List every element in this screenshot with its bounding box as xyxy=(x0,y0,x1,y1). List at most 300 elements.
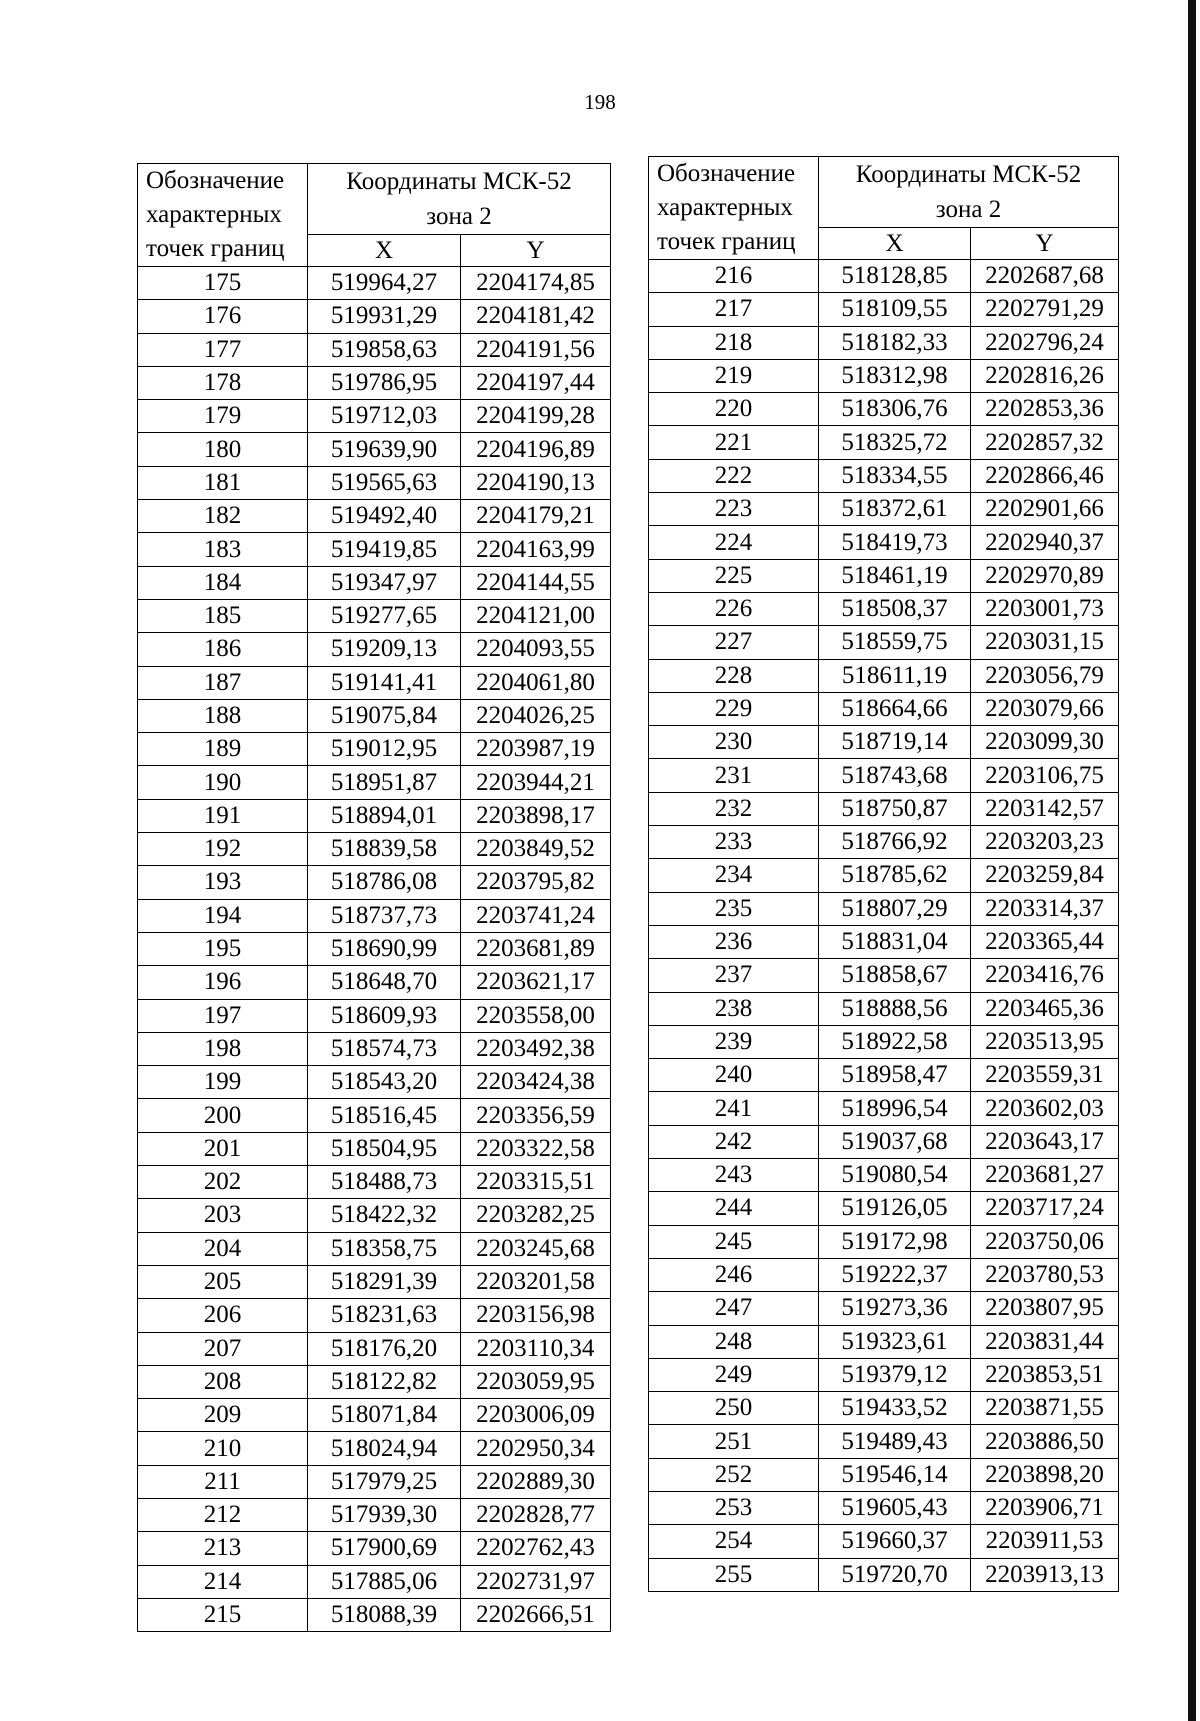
y-coordinate-cell: 2203898,20 xyxy=(971,1458,1119,1491)
y-coordinate-cell: 2203001,73 xyxy=(971,592,1119,625)
x-coordinate-cell: 519489,43 xyxy=(819,1425,971,1458)
y-coordinate-cell: 2203006,09 xyxy=(461,1399,611,1432)
table-row xyxy=(649,1125,1119,1158)
table-row xyxy=(138,699,611,732)
point-id-cell: 254 xyxy=(649,1525,819,1558)
point-id-cell: 198 xyxy=(138,1032,308,1065)
x-coordinate-cell: 518422,32 xyxy=(308,1199,461,1232)
table-row xyxy=(649,1358,1119,1391)
table-row xyxy=(138,899,611,932)
table-row xyxy=(138,666,611,699)
table-row xyxy=(138,400,611,433)
x-coordinate-cell: 519172,98 xyxy=(819,1225,971,1258)
x-coordinate-cell: 518648,70 xyxy=(308,966,461,999)
x-coordinate-cell: 518737,73 xyxy=(308,899,461,932)
table-row xyxy=(649,726,1119,759)
y-coordinate-cell: 2203558,00 xyxy=(461,999,611,1032)
zone-label: зона 2 xyxy=(308,199,611,235)
designation-line-3: точек границ xyxy=(657,228,796,255)
x-coordinate-cell: 519605,43 xyxy=(819,1491,971,1524)
x-coordinate-cell: 519323,61 xyxy=(819,1325,971,1358)
point-id-cell: 186 xyxy=(138,633,308,666)
page-number: 198 xyxy=(584,90,616,114)
table-row xyxy=(649,559,1119,592)
point-id-cell: 207 xyxy=(138,1332,308,1365)
point-id-cell: 238 xyxy=(649,992,819,1025)
table-row xyxy=(649,659,1119,692)
point-id-cell: 220 xyxy=(649,393,819,426)
table-row xyxy=(138,1132,611,1165)
table-row xyxy=(649,1092,1119,1125)
y-coordinate-cell: 2203356,59 xyxy=(461,1099,611,1132)
y-coordinate-cell: 2203795,82 xyxy=(461,866,611,899)
point-id-cell: 201 xyxy=(138,1132,308,1165)
table-row xyxy=(649,260,1119,293)
y-coordinate-cell: 2203099,30 xyxy=(971,726,1119,759)
y-coordinate-cell: 2203681,27 xyxy=(971,1159,1119,1192)
point-id-cell: 249 xyxy=(649,1358,819,1391)
point-id-cell: 203 xyxy=(138,1199,308,1232)
table-row xyxy=(649,1558,1119,1591)
table-row xyxy=(649,359,1119,392)
point-id-cell: 209 xyxy=(138,1399,308,1432)
y-coordinate-cell: 2203106,75 xyxy=(971,759,1119,792)
x-coordinate-cell: 518785,62 xyxy=(819,859,971,892)
y-coordinate-cell: 2203079,66 xyxy=(971,692,1119,725)
table-row xyxy=(138,1565,611,1598)
point-id-cell: 215 xyxy=(138,1598,308,1631)
y-coordinate-cell: 2204144,55 xyxy=(461,566,611,599)
point-id-cell: 176 xyxy=(138,300,308,333)
zone-label: зона 2 xyxy=(819,192,1119,228)
x-coordinate-cell: 518358,75 xyxy=(308,1232,461,1265)
y-coordinate-cell: 2202950,34 xyxy=(461,1432,611,1465)
y-coordinate-cell: 2203621,17 xyxy=(461,966,611,999)
table-row xyxy=(138,833,611,866)
x-coordinate-cell: 517939,30 xyxy=(308,1498,461,1531)
y-coordinate-cell: 2203245,68 xyxy=(461,1232,611,1265)
point-id-cell: 222 xyxy=(649,459,819,492)
table-row xyxy=(649,792,1119,825)
x-coordinate-cell: 518922,58 xyxy=(819,1025,971,1058)
y-coordinate-cell: 2203282,25 xyxy=(461,1199,611,1232)
point-id-cell: 250 xyxy=(649,1392,819,1425)
x-coordinate-cell: 518858,67 xyxy=(819,959,971,992)
point-id-cell: 246 xyxy=(649,1258,819,1291)
y-coordinate-cell: 2204197,44 xyxy=(461,366,611,399)
y-coordinate-cell: 2203365,44 xyxy=(971,925,1119,958)
table-row xyxy=(138,1066,611,1099)
x-coordinate-cell: 518334,55 xyxy=(819,459,971,492)
y-coordinate-cell: 2203156,98 xyxy=(461,1299,611,1332)
x-coordinate-cell: 518128,85 xyxy=(819,260,971,293)
y-coordinate-cell: 2203492,38 xyxy=(461,1032,611,1065)
table-row xyxy=(138,1299,611,1332)
table-row xyxy=(649,692,1119,725)
point-id-cell: 243 xyxy=(649,1159,819,1192)
y-coordinate-cell: 2202889,30 xyxy=(461,1465,611,1498)
x-coordinate-cell: 519492,40 xyxy=(308,500,461,533)
y-coordinate-cell: 2203681,89 xyxy=(461,932,611,965)
table-row xyxy=(649,326,1119,359)
x-column-header: X xyxy=(819,228,971,260)
y-coordinate-cell: 2204196,89 xyxy=(461,433,611,466)
point-id-cell: 191 xyxy=(138,799,308,832)
x-coordinate-cell: 518088,39 xyxy=(308,1598,461,1631)
point-id-cell: 204 xyxy=(138,1232,308,1265)
point-id-cell: 247 xyxy=(649,1292,819,1325)
x-coordinate-cell: 519565,63 xyxy=(308,466,461,499)
y-coordinate-cell: 2203853,51 xyxy=(971,1358,1119,1391)
table-row xyxy=(649,626,1119,659)
table-row xyxy=(138,1598,611,1631)
point-id-cell: 218 xyxy=(649,326,819,359)
y-coordinate-cell: 2204181,42 xyxy=(461,300,611,333)
x-coordinate-cell: 518543,20 xyxy=(308,1066,461,1099)
y-coordinate-cell: 2203142,57 xyxy=(971,792,1119,825)
y-coordinate-cell: 2203717,24 xyxy=(971,1192,1119,1225)
y-coordinate-cell: 2203314,37 xyxy=(971,892,1119,925)
table-row xyxy=(649,526,1119,559)
x-coordinate-cell: 518559,75 xyxy=(819,626,971,659)
table-row xyxy=(649,592,1119,625)
y-coordinate-cell: 2202731,97 xyxy=(461,1565,611,1598)
point-id-cell: 252 xyxy=(649,1458,819,1491)
table-row xyxy=(649,1025,1119,1058)
x-coordinate-cell: 519347,97 xyxy=(308,566,461,599)
point-id-cell: 184 xyxy=(138,566,308,599)
x-coordinate-cell: 518419,73 xyxy=(819,526,971,559)
point-id-cell: 214 xyxy=(138,1565,308,1598)
point-id-cell: 241 xyxy=(649,1092,819,1125)
point-id-cell: 216 xyxy=(649,260,819,293)
x-coordinate-cell: 518312,98 xyxy=(819,359,971,392)
x-coordinate-cell: 517900,69 xyxy=(308,1532,461,1565)
x-coordinate-cell: 519858,63 xyxy=(308,333,461,366)
x-coordinate-cell: 519209,13 xyxy=(308,633,461,666)
table-row xyxy=(649,1325,1119,1358)
x-coordinate-cell: 518024,94 xyxy=(308,1432,461,1465)
table-row xyxy=(138,500,611,533)
left-table-body xyxy=(138,267,611,1632)
point-id-cell: 179 xyxy=(138,400,308,433)
y-coordinate-cell: 2203056,79 xyxy=(971,659,1119,692)
x-coordinate-cell: 519660,37 xyxy=(819,1525,971,1558)
point-id-cell: 175 xyxy=(138,267,308,300)
y-coordinate-cell: 2203110,34 xyxy=(461,1332,611,1365)
table-row xyxy=(649,426,1119,459)
point-id-cell: 234 xyxy=(649,859,819,892)
table-row xyxy=(138,267,611,300)
table-row xyxy=(138,966,611,999)
table-row xyxy=(649,826,1119,859)
table-row xyxy=(138,999,611,1032)
table-row xyxy=(138,1399,611,1432)
y-coordinate-cell: 2202970,89 xyxy=(971,559,1119,592)
x-coordinate-cell: 519012,95 xyxy=(308,733,461,766)
x-coordinate-cell: 519141,41 xyxy=(308,666,461,699)
right-table-body xyxy=(649,260,1119,1592)
point-id-cell: 229 xyxy=(649,692,819,725)
y-coordinate-cell: 2203465,36 xyxy=(971,992,1119,1025)
y-coordinate-cell: 2203643,17 xyxy=(971,1125,1119,1158)
y-coordinate-cell: 2202857,32 xyxy=(971,426,1119,459)
y-coordinate-cell: 2204179,21 xyxy=(461,500,611,533)
y-coordinate-cell: 2204199,28 xyxy=(461,400,611,433)
y-coordinate-cell: 2202687,68 xyxy=(971,260,1119,293)
point-id-cell: 188 xyxy=(138,699,308,732)
table-row xyxy=(138,1465,611,1498)
x-coordinate-cell: 519931,29 xyxy=(308,300,461,333)
point-id-cell: 187 xyxy=(138,666,308,699)
y-coordinate-cell: 2203059,95 xyxy=(461,1365,611,1398)
x-coordinate-cell: 519712,03 xyxy=(308,400,461,433)
y-coordinate-cell: 2204163,99 xyxy=(461,533,611,566)
x-coordinate-cell: 518182,33 xyxy=(819,326,971,359)
x-coordinate-cell: 519379,12 xyxy=(819,1358,971,1391)
y-coordinate-cell: 2203750,06 xyxy=(971,1225,1119,1258)
x-coordinate-cell: 518488,73 xyxy=(308,1166,461,1199)
point-id-cell: 226 xyxy=(649,592,819,625)
x-coordinate-cell: 518719,14 xyxy=(819,726,971,759)
point-id-cell: 192 xyxy=(138,833,308,866)
x-coordinate-cell: 518306,76 xyxy=(819,393,971,426)
coordinates-table-left xyxy=(137,163,611,1632)
y-coordinate-cell: 2203741,24 xyxy=(461,899,611,932)
y-coordinate-cell: 2202791,29 xyxy=(971,293,1119,326)
table-row xyxy=(138,1498,611,1531)
point-id-cell: 237 xyxy=(649,959,819,992)
x-coordinate-cell: 518461,19 xyxy=(819,559,971,592)
point-id-cell: 236 xyxy=(649,925,819,958)
point-id-cell: 232 xyxy=(649,792,819,825)
point-id-cell: 182 xyxy=(138,500,308,533)
x-coordinate-cell: 518508,37 xyxy=(819,592,971,625)
table-row xyxy=(138,766,611,799)
point-id-cell: 248 xyxy=(649,1325,819,1358)
point-id-cell: 244 xyxy=(649,1192,819,1225)
table-row xyxy=(138,1199,611,1232)
point-id-cell: 206 xyxy=(138,1299,308,1332)
point-id-cell: 208 xyxy=(138,1365,308,1398)
x-coordinate-cell: 519273,36 xyxy=(819,1292,971,1325)
y-coordinate-cell: 2203871,55 xyxy=(971,1392,1119,1425)
y-coordinate-cell: 2203886,50 xyxy=(971,1425,1119,1458)
table-row xyxy=(649,892,1119,925)
point-id-cell: 197 xyxy=(138,999,308,1032)
table-row xyxy=(138,599,611,632)
x-coordinate-cell: 518839,58 xyxy=(308,833,461,866)
y-coordinate-cell: 2203911,53 xyxy=(971,1525,1119,1558)
point-id-cell: 235 xyxy=(649,892,819,925)
y-coordinate-cell: 2202866,46 xyxy=(971,459,1119,492)
table-row xyxy=(649,393,1119,426)
table-row xyxy=(649,1525,1119,1558)
y-coordinate-cell: 2203602,03 xyxy=(971,1092,1119,1125)
point-id-cell: 212 xyxy=(138,1498,308,1531)
designation-line-2: характерных xyxy=(657,194,793,221)
table-row xyxy=(649,1292,1119,1325)
designation-line-1: Обозначение xyxy=(657,160,796,187)
x-coordinate-cell: 519964,27 xyxy=(308,267,461,300)
point-id-cell: 193 xyxy=(138,866,308,899)
table-row xyxy=(649,1425,1119,1458)
x-coordinate-cell: 518888,56 xyxy=(819,992,971,1025)
x-coordinate-cell: 519126,05 xyxy=(819,1192,971,1225)
y-coordinate-cell: 2202816,26 xyxy=(971,359,1119,392)
x-coordinate-cell: 518831,04 xyxy=(819,925,971,958)
x-coordinate-cell: 518291,39 xyxy=(308,1265,461,1298)
table-row xyxy=(649,459,1119,492)
y-coordinate-cell: 2203559,31 xyxy=(971,1059,1119,1092)
y-coordinate-cell: 2202901,66 xyxy=(971,493,1119,526)
y-coordinate-cell: 2203913,13 xyxy=(971,1558,1119,1591)
y-coordinate-cell: 2203944,21 xyxy=(461,766,611,799)
table-row xyxy=(138,1099,611,1132)
table-row xyxy=(138,799,611,832)
x-coordinate-cell: 518176,20 xyxy=(308,1332,461,1365)
point-id-cell: 205 xyxy=(138,1265,308,1298)
table-row xyxy=(138,932,611,965)
table-row xyxy=(138,1332,611,1365)
x-coordinate-cell: 519546,14 xyxy=(819,1458,971,1491)
x-coordinate-cell: 518325,72 xyxy=(819,426,971,459)
y-coordinate-cell: 2203315,51 xyxy=(461,1166,611,1199)
table-row xyxy=(138,1166,611,1199)
x-coordinate-cell: 518766,92 xyxy=(819,826,971,859)
point-id-cell: 185 xyxy=(138,599,308,632)
point-id-cell: 177 xyxy=(138,333,308,366)
point-id-cell: 240 xyxy=(649,1059,819,1092)
y-coordinate-cell: 2203259,84 xyxy=(971,859,1119,892)
y-coordinate-cell: 2204174,85 xyxy=(461,267,611,300)
x-coordinate-cell: 518611,19 xyxy=(819,659,971,692)
point-id-cell: 225 xyxy=(649,559,819,592)
x-coordinate-cell: 518743,68 xyxy=(819,759,971,792)
point-id-cell: 199 xyxy=(138,1066,308,1099)
point-id-cell: 239 xyxy=(649,1025,819,1058)
table-row xyxy=(649,992,1119,1025)
y-coordinate-cell: 2202940,37 xyxy=(971,526,1119,559)
table-row xyxy=(138,1365,611,1398)
point-id-cell: 219 xyxy=(649,359,819,392)
table-row xyxy=(138,1232,611,1265)
y-coordinate-cell: 2203416,76 xyxy=(971,959,1119,992)
table-row xyxy=(649,1491,1119,1524)
designation-header xyxy=(649,157,819,260)
x-coordinate-cell: 518664,66 xyxy=(819,692,971,725)
x-coordinate-cell: 518122,82 xyxy=(308,1365,461,1398)
x-coordinate-cell: 518807,29 xyxy=(819,892,971,925)
y-coordinate-cell: 2202853,36 xyxy=(971,393,1119,426)
x-coordinate-cell: 518996,54 xyxy=(819,1092,971,1125)
y-column-header: Y xyxy=(971,228,1119,260)
table-row xyxy=(138,466,611,499)
y-coordinate-cell: 2202762,43 xyxy=(461,1532,611,1565)
y-coordinate-cell: 2203201,58 xyxy=(461,1265,611,1298)
x-coordinate-cell: 518231,63 xyxy=(308,1299,461,1332)
point-id-cell: 202 xyxy=(138,1166,308,1199)
x-coordinate-cell: 519639,90 xyxy=(308,433,461,466)
point-id-cell: 233 xyxy=(649,826,819,859)
table-row xyxy=(138,366,611,399)
x-coordinate-cell: 518786,08 xyxy=(308,866,461,899)
y-coordinate-cell: 2203987,19 xyxy=(461,733,611,766)
table-row xyxy=(138,566,611,599)
y-coordinate-cell: 2204093,55 xyxy=(461,633,611,666)
designation-line-1: Обозначение xyxy=(146,167,285,194)
x-coordinate-cell: 519080,54 xyxy=(819,1159,971,1192)
table-row xyxy=(138,433,611,466)
x-coordinate-cell: 518958,47 xyxy=(819,1059,971,1092)
table-row xyxy=(649,925,1119,958)
point-id-cell: 195 xyxy=(138,932,308,965)
x-coordinate-cell: 519075,84 xyxy=(308,699,461,732)
y-coordinate-cell: 2203513,95 xyxy=(971,1025,1119,1058)
x-coordinate-cell: 518951,87 xyxy=(308,766,461,799)
y-coordinate-cell: 2204121,00 xyxy=(461,599,611,632)
y-coordinate-cell: 2203780,53 xyxy=(971,1258,1119,1291)
coordinates-title: Координаты МСК-52 xyxy=(308,164,611,200)
point-id-cell: 223 xyxy=(649,493,819,526)
table-row xyxy=(138,533,611,566)
y-coordinate-cell: 2203831,44 xyxy=(971,1325,1119,1358)
y-coordinate-cell: 2203203,23 xyxy=(971,826,1119,859)
table-row xyxy=(138,866,611,899)
x-coordinate-cell: 519037,68 xyxy=(819,1125,971,1158)
x-coordinate-cell: 518750,87 xyxy=(819,792,971,825)
table-row xyxy=(138,333,611,366)
table-row xyxy=(649,1392,1119,1425)
point-id-cell: 178 xyxy=(138,366,308,399)
x-coordinate-cell: 518109,55 xyxy=(819,293,971,326)
table-row xyxy=(138,1432,611,1465)
table-row xyxy=(649,1059,1119,1092)
point-id-cell: 190 xyxy=(138,766,308,799)
table-row xyxy=(649,293,1119,326)
point-id-cell: 255 xyxy=(649,1558,819,1591)
designation-line-2: характерных xyxy=(146,201,282,228)
point-id-cell: 213 xyxy=(138,1532,308,1565)
y-coordinate-cell: 2202828,77 xyxy=(461,1498,611,1531)
x-coordinate-cell: 519720,70 xyxy=(819,1558,971,1591)
table-row xyxy=(138,633,611,666)
y-coordinate-cell: 2203898,17 xyxy=(461,799,611,832)
point-id-cell: 253 xyxy=(649,1491,819,1524)
point-id-cell: 221 xyxy=(649,426,819,459)
y-coordinate-cell: 2203322,58 xyxy=(461,1132,611,1165)
x-coordinate-cell: 517885,06 xyxy=(308,1565,461,1598)
x-coordinate-cell: 518894,01 xyxy=(308,799,461,832)
point-id-cell: 251 xyxy=(649,1425,819,1458)
x-coordinate-cell: 518574,73 xyxy=(308,1032,461,1065)
point-id-cell: 224 xyxy=(649,526,819,559)
designation-line-3: точек границ xyxy=(146,235,285,262)
point-id-cell: 196 xyxy=(138,966,308,999)
table-row xyxy=(649,1458,1119,1491)
y-coordinate-cell: 2203807,95 xyxy=(971,1292,1119,1325)
x-coordinate-cell: 519277,65 xyxy=(308,599,461,632)
y-coordinate-cell: 2204191,56 xyxy=(461,333,611,366)
x-coordinate-cell: 519433,52 xyxy=(819,1392,971,1425)
x-coordinate-cell: 518071,84 xyxy=(308,1399,461,1432)
point-id-cell: 200 xyxy=(138,1099,308,1132)
point-id-cell: 194 xyxy=(138,899,308,932)
point-id-cell: 227 xyxy=(649,626,819,659)
y-coordinate-cell: 2202796,24 xyxy=(971,326,1119,359)
table-row xyxy=(649,959,1119,992)
point-id-cell: 181 xyxy=(138,466,308,499)
